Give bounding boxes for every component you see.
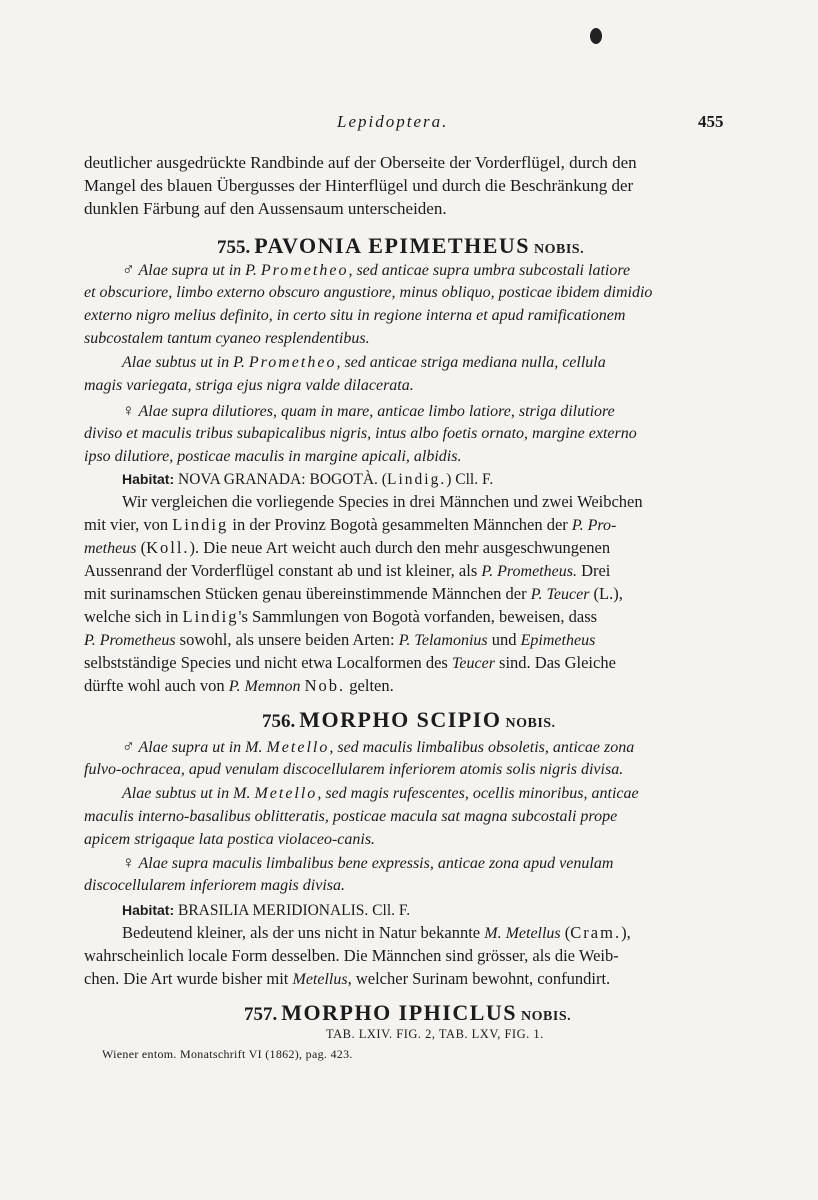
diagnosis-line: discocellularem inferiorem magis divisa. [84, 877, 345, 894]
ink-blot [590, 28, 602, 44]
page-number: 455 [698, 112, 724, 131]
text-line: wahrscheinlich locale Form desselben. Die Männchen sind grösser, als die Weib- [84, 946, 619, 965]
text-line: P. Prometheus sowohl, als unsere beiden Arten: P. Telamonius und Epimetheus [84, 630, 596, 649]
diagnosis-line: fulvo-ochracea, apud venulam discocellularem inferiorem atomis solis nigris divisa. [84, 761, 624, 778]
text-line: selbstständige Species und nicht etwa Localformen des Teucer sind. Das Gleiche [84, 653, 616, 672]
diagnosis-line: diviso et maculis tribus subapicalibus nigris, intus albo foetis ornato, margine externo [84, 425, 637, 442]
habitat-label: Habitat: [122, 902, 175, 918]
text-line: Mangel des blauen Übergusses der Hinterflügel und durch die Beschränkung der [84, 176, 634, 195]
species-name: MORPHO SCIPIO [299, 707, 502, 732]
species-number: 756. [262, 711, 296, 732]
diagnosis-line: magis variegata, striga ejus nigra valde dilacerata. [84, 377, 414, 394]
diagnosis-line: externo nigro melius definito, in certo situ in regione interna et apud ramificationem [84, 307, 626, 324]
plate-reference: TAB. LXIV. FIG. 2, TAB. LXV, FIG. 1. [326, 1027, 544, 1041]
text-line: dürfte wohl auch von P. Memnon Nob. gelten. [84, 676, 394, 695]
running-header [0, 112, 818, 136]
habitat-line: Habitat: BRASILIA MERIDIONALIS. Cll. F. [122, 902, 411, 919]
diagnosis-line: subcostalem tantum cyaneo resplendentibus. [84, 330, 370, 347]
habitat-line: Habitat: NOVA GRANADA: BOGOTÀ. (Lindig.) Cll. F. [122, 471, 494, 488]
species-author: NOBIS. [505, 716, 556, 731]
text-line: dunklen Färbung auf den Aussensaum unterscheiden. [84, 199, 447, 218]
text-line: deutlicher ausgedrückte Randbinde auf der Oberseite der Vorderflügel, durch den [84, 153, 637, 172]
female-symbol: ♀ [122, 401, 135, 420]
text-line: mit surinamschen Stücken genau übereinstimmende Männchen der P. Teucer (L.), [84, 584, 623, 603]
diagnosis-line: Alae subtus ut in M. Metello, sed magis rufescentes, ocellis minoribus, anticae [122, 785, 639, 802]
text-line: mit vier, von Lindig in der Provinz Bogotà gesammelten Männchen der P. Pro- [84, 515, 617, 534]
species-author: NOBIS. [521, 1009, 572, 1024]
habitat-label: Habitat: [122, 471, 175, 487]
species-name: PAVONIA EPIMETHEUS [254, 233, 530, 258]
text-line: chen. Die Art wurde bisher mit Metellus, welcher Surinam bewohnt, confundirt. [84, 969, 611, 988]
diagnosis-line: et obscuriore, limbo externo obscuro angustiore, minus obliquo, posticae ibidem dimidio [84, 284, 653, 301]
diagnosis-line: Alae subtus ut in P. Prometheo, sed anticae striga mediana nulla, cellula [122, 354, 606, 371]
species-heading-755 [217, 233, 584, 259]
species-number: 755. [217, 237, 251, 258]
diagnosis-line: apicem strigaque lata postica violaceo-canis. [84, 831, 376, 848]
literature-reference: Wiener entom. Monatschrift VI (1862), pag. 423. [102, 1047, 353, 1061]
diagnosis-line: ♀ Alae supra dilutiores, quam in mare, anticae limbo latiore, striga dilutiore [122, 401, 615, 420]
diagnosis-line: maculis interno-basalibus oblitteratis, posticae macula sat magna subcostali prope [84, 808, 618, 825]
diagnosis-line: ipso dilutiore, posticae maculis in margine apicali, albidis. [84, 448, 462, 465]
running-title: Lepidoptera. [337, 112, 449, 131]
text-line: Bedeutend kleiner, als der uns nicht in Natur bekannte M. Metellus (Cram.), [122, 923, 631, 942]
diagnosis-line: ♀ Alae supra maculis limbalibus bene expressis, anticae zona apud venulam [122, 853, 614, 872]
diagnosis-line: ♂ Alae supra ut in M. Metello, sed maculis limbalibus obsoletis, anticae zona [122, 737, 635, 756]
species-name: MORPHO IPHICLUS [281, 1000, 518, 1025]
species-author: NOBIS. [534, 242, 585, 257]
male-symbol: ♂ [122, 737, 135, 756]
species-heading-756 [262, 707, 556, 733]
species-number: 757. [244, 1004, 278, 1025]
text-line: Wir vergleichen die vorliegende Species in drei Männchen und zwei Weibchen [122, 492, 643, 511]
diagnosis-line: ♂ Alae supra ut in P. Prometheo, sed anticae supra umbra subcostali latiore [122, 260, 631, 279]
male-symbol: ♂ [122, 260, 135, 279]
female-symbol: ♀ [122, 853, 135, 872]
text-line: Aussenrand der Vorderflügel constant ab und ist kleiner, als P. Prometheus. Drei [84, 561, 611, 580]
text-line: welche sich in Lindig's Sammlungen von Bogotà vorfanden, beweisen, dass [84, 607, 598, 626]
text-line: metheus (Koll.). Die neue Art weicht auch durch den mehr ausgeschwungenen [84, 538, 611, 557]
